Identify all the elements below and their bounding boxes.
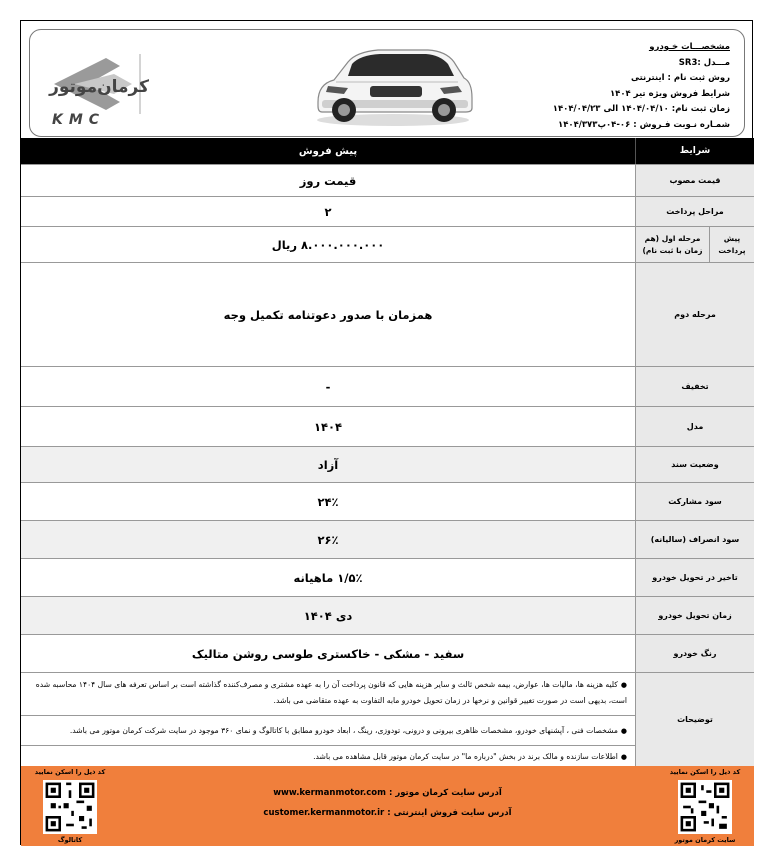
table-row bbox=[21, 446, 754, 482]
qr-code-catalog[interactable] bbox=[43, 780, 97, 834]
table-row bbox=[21, 634, 754, 672]
table-row bbox=[21, 196, 754, 226]
row-value-participation-profit: ۲۴٪ bbox=[317, 494, 339, 509]
note-item: ●اطلاعات سازنده و مالک برند در بخش "درباره ما" در سایت کرمان موتور قابل مشاهده می باشد. bbox=[21, 745, 635, 767]
row-value-delivery-time: دی ۱۴۰۴ bbox=[21, 597, 635, 634]
specs-reg-time: زمان ثبت نام: ۱۴۰۴/۰۴/۱۰ الی ۱۴۰۴/۰۴/۲۳ bbox=[552, 104, 730, 114]
footer-sales-url[interactable]: customer.kermanmotor.ir bbox=[263, 808, 385, 818]
table-row bbox=[21, 596, 754, 634]
table-row bbox=[21, 226, 754, 262]
row-label-model: مدل bbox=[635, 407, 754, 446]
vehicle-specs bbox=[553, 40, 730, 133]
row-label-approved-price: قیمت مصوب bbox=[635, 165, 754, 196]
note-item: ●کلیه هزینه ها، مالیات ها، عوارض، بیمه شخص ثالث و سایر هزینه هایی که قانون پرداخت آن را به عهده مشتری و مصرف‌کننده گذاشته است بر اساس تعرفه های سال ۱۴۰۴ محاسبه شده است، بدیهی است در صورت تغییر قوانین و نرخها در زمان تحویل خودرو مابه التفاوت به عهده متقاضی می باشد. bbox=[35, 680, 627, 705]
qr-right-caption-top: کد ذیل را اسکن نمایید bbox=[669, 768, 741, 776]
price-sheet bbox=[20, 20, 753, 845]
row-value-first-stage: ۸.۰۰۰.۰۰۰.۰۰۰ ریال bbox=[271, 237, 385, 252]
qr-left-caption-top: کد ذیل را اسکن نمایید bbox=[34, 768, 106, 776]
table-row bbox=[21, 520, 754, 558]
qr-code-site[interactable] bbox=[678, 780, 732, 834]
note-text: کلیه هزینه ها، مالیات ها، عوارض، بیمه شخص ثالث و سایر هزینه هایی که قانون پرداخت آن را به عهده مشتری و مصرف‌کننده گذاشته است بر اساس تعرفه های سال ۱۴۰۴ محاسبه شده است، بدیهی است در صورت تغییر قوانین و نرخها در زمان تحویل خودرو مابه التفاوت به عهده متقاضی می باشد. bbox=[35, 680, 627, 705]
note-text: مشخصات فنی ، آپشنهای خودرو، مشخصات ظاهری بیرونی و درونی، تودوزی، رینگ ، ابعاد خودرو مطابق با کاتالوگ و نمای ۳۶۰ موجود در سایت شرکت کرمان موتور می باشد. bbox=[69, 726, 618, 735]
table-header-label: شرایط bbox=[635, 138, 754, 164]
row-label-delivery-time: زمان تحویل خودرو bbox=[635, 597, 754, 634]
row-value-delivery-delay: ۱/۵٪ ماهیانه bbox=[293, 570, 363, 585]
footer-site-line bbox=[221, 788, 554, 798]
table-row bbox=[21, 482, 754, 520]
qr-left-caption-bottom: کاتالوگ bbox=[57, 836, 83, 844]
row-value-cancellation-profit: ۲۶٪ bbox=[21, 521, 635, 558]
specs-title: مشخصـــات خـودرو bbox=[649, 42, 730, 52]
row-label-delivery-delay: تاخیر در تحویل خودرو bbox=[635, 559, 754, 596]
logo-brand-text: کرمان‌موتور bbox=[49, 77, 149, 97]
table-row bbox=[21, 366, 754, 406]
table-row bbox=[21, 262, 754, 366]
notes-row bbox=[21, 672, 754, 766]
table-row bbox=[21, 558, 754, 596]
specs-turn-number: شمـاره نـوبت فـروش : ۰۶-۰۴پ۱۴۰۴/۳۷۳ bbox=[558, 119, 730, 130]
row-value-document-status: آزاد bbox=[21, 447, 635, 482]
logo-kmc-text: KMC bbox=[52, 112, 106, 128]
row-label-prepayment: پیش پرداخت bbox=[709, 227, 754, 262]
row-label-car-color: رنگ خودرو bbox=[635, 635, 754, 672]
qr-right-caption-bottom: سایت کرمان موتور bbox=[674, 836, 736, 844]
footer-bar bbox=[21, 766, 754, 846]
row-label-participation-profit: سود مشارکت bbox=[635, 483, 754, 520]
kmc-logo bbox=[44, 44, 264, 130]
footer-sales-label: آدرس سایت فروش اینترنتی : bbox=[387, 808, 512, 818]
row-value-discount: - bbox=[325, 379, 331, 394]
row-value-second-stage: همزمان با صدور دعوتنامه تکمیل وجه bbox=[223, 307, 433, 322]
table-header-row bbox=[21, 138, 754, 164]
row-label-first-stage: مرحله اول (هم زمان با ثبت نام) bbox=[635, 227, 709, 262]
row-label-notes: توضیحات bbox=[635, 673, 754, 766]
row-value-car-color: سفید - مشکی - خاکستری طوسی روشن متالیک bbox=[191, 646, 465, 661]
row-value-payment-stages: ۲ bbox=[324, 204, 332, 219]
specs-reg-method: روش ثبت نام : اینترنتی bbox=[630, 73, 730, 83]
footer-site-url[interactable]: www.kermanmotor.com bbox=[273, 788, 386, 798]
specs-model: مـــدل :SR3 bbox=[678, 57, 730, 68]
row-value-approved-price: قیمت روز bbox=[299, 173, 357, 188]
note-text: اطلاعات سازنده و مالک برند در بخش "درباره ما" در سایت کرمان موتور قابل مشاهده می باشد. bbox=[313, 752, 618, 761]
note-item: ●مشخصات فنی ، آپشنهای خودرو، مشخصات ظاهری بیرونی و درونی، تودوزی، رینگ ، ابعاد خودرو مطابق با کاتالوگ و نمای ۳۶۰ موجود در سایت شرکت کرمان موتور می باشد. bbox=[21, 715, 635, 745]
footer-sales-line bbox=[221, 808, 554, 818]
table-row bbox=[21, 406, 754, 446]
header-panel bbox=[29, 29, 745, 137]
row-label-discount: تخفیف bbox=[635, 367, 754, 406]
row-label-document-status: وضعیت سند bbox=[635, 447, 754, 482]
car-image bbox=[308, 36, 478, 128]
row-label-cancellation-profit: سود انصراف (سالیانه) bbox=[635, 521, 754, 558]
footer-site-label: آدرس سایت کرمان موتور : bbox=[388, 788, 502, 798]
specs-sale-terms: شرایط فروش ویژه تیر ۱۴۰۴ bbox=[609, 88, 730, 99]
row-label-payment-stages: مراحل پرداخت bbox=[635, 197, 754, 226]
table-header-value: پیش فروش bbox=[298, 145, 358, 157]
table-row bbox=[21, 164, 754, 196]
notes-list bbox=[21, 673, 635, 766]
row-value-model: ۱۴۰۴ bbox=[313, 419, 343, 434]
row-label-second-stage: مرحله دوم bbox=[635, 263, 754, 366]
